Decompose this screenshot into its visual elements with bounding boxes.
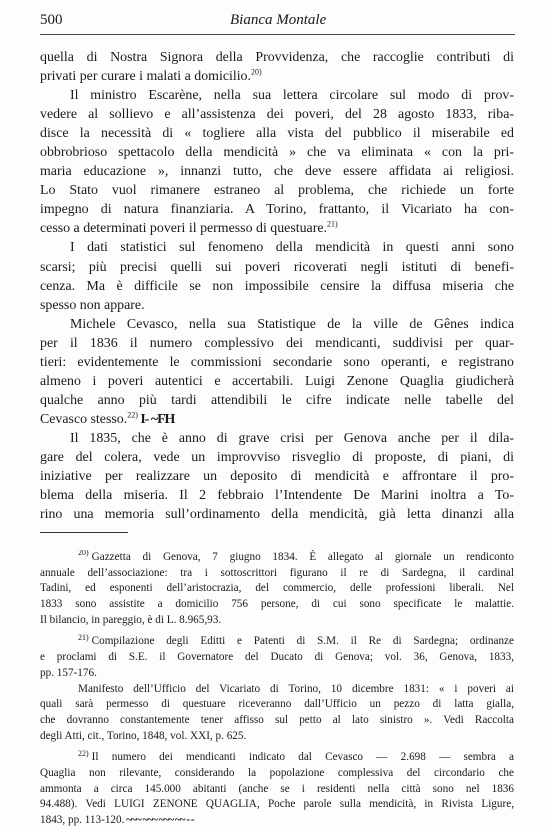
body-line-text: spesso non appare. — [40, 297, 145, 313]
note-line — [40, 597, 514, 613]
note-line — [40, 550, 514, 566]
body-line-text: per il 1836 il numero complessivo dei mendicanti, suddivisi per quar- — [40, 335, 514, 351]
note-line — [40, 697, 514, 713]
body-line-text: privati per curare i malati a domicilio. — [40, 69, 251, 85]
note-line-text: 1843, pp. 113-120. — [40, 814, 125, 826]
body-line-text: Lo Stato vuol rimanere estraneo al problema, che richiede un forte — [40, 183, 514, 199]
note-line-text: 94.488). Vedi LUIGI ZENONE QUAGLIA, Poche parole sulla mendicità, in Rivista Ligure, — [40, 798, 514, 811]
body-line — [40, 296, 514, 315]
page-header — [40, 10, 515, 35]
body-line — [40, 105, 514, 124]
footnote-ref: 20) — [250, 67, 262, 77]
body-line-text: cesso a determinati poveri il permesso di questuare. — [40, 221, 327, 237]
body-line — [40, 124, 514, 143]
note-line-text: Il bilancio, in pareggio, è di L. 8.965,93. — [40, 613, 222, 626]
note-line — [40, 766, 514, 782]
body-line — [40, 486, 514, 505]
footnotes — [40, 550, 514, 829]
note-line-text: pp. 157-176. — [40, 666, 97, 679]
body-line — [40, 429, 514, 448]
note-line-text: Compilazione degli Editti e Patenti di S.M. il Re di Sardegna; ordinanze — [91, 635, 514, 648]
body-line — [40, 391, 514, 410]
note-line — [40, 797, 514, 813]
note-line — [40, 650, 514, 666]
body-line-text: impegno di natura finanziaria. A Torino, frattanto, il Vicariato ha con- — [40, 202, 514, 218]
ink-smudge: I- ~FH — [137, 411, 175, 427]
body-line — [40, 219, 514, 238]
note-line — [40, 581, 514, 597]
body-line-text: Il 1835, che è anno di grave crisi per Genova anche per il dila- — [70, 430, 514, 446]
body-line — [40, 334, 514, 353]
body-line — [40, 277, 514, 296]
body-text — [40, 48, 514, 524]
body-line-text: Cevasco stesso. — [40, 411, 128, 427]
body-line — [40, 410, 514, 429]
note-line-text: Quaglia non rilevante, considerando la popolazione complessiva del circondario che — [40, 766, 514, 779]
body-line-text: scarsi; più precisi quelli sui poveri ricoverati negli istituti di benefi- — [40, 259, 514, 275]
note-line-text: ammonta a circa 145.000 abitanti (anche se i residenti nella città sono nel 1836 — [40, 782, 514, 795]
body-line — [40, 448, 514, 467]
note-line-text: che dovranno constantemente tener affisso sul petto al lato sinistro ». Vedi Raccolta — [40, 713, 514, 726]
body-line — [40, 258, 514, 277]
body-line-text: obbrobrioso spettacolo della mendicità » che va eliminata « con la pri- — [40, 145, 514, 161]
body-line — [40, 315, 514, 334]
footnote-number: 21) — [78, 634, 89, 642]
body-line — [40, 238, 514, 257]
note-line-text: degli Atti, cit., Torino, 1848, vol. XXI, p. 625. — [40, 729, 247, 742]
body-line-text: maria educazione », innanzi tutto, che deve essere affidata ai religiosi. — [40, 164, 514, 180]
body-line-text: iniziative per realizzare un deposito di mendicità e affrontare il pro- — [40, 469, 514, 485]
body-line — [40, 353, 514, 372]
body-line-text: almeno i poveri autentici e accertabili. Luigi Zenone Quaglia giudicherà — [40, 373, 514, 389]
note-line — [40, 750, 514, 766]
body-line — [40, 372, 514, 391]
note-line — [40, 813, 514, 829]
body-line-text: disce la necessità di « togliere alla vista del pubblico il miserabile ed — [40, 126, 514, 142]
body-line-text: cenza. Ma è difficile se non impossibile censire la diffusa miseria che — [40, 278, 514, 294]
body-line-text: Il ministro Escarène, nella sua lettera circolare sul modo di prov- — [70, 88, 514, 104]
body-line — [40, 143, 514, 162]
note-line-text: Gazzetta di Genova, 7 giugno 1834. È allegato al giornale un rendiconto — [91, 551, 514, 563]
note-line — [40, 682, 514, 698]
body-line — [40, 181, 514, 200]
body-line-text: rino una memoria sull’ordinamento della mendicità, già letta dinanzi alla — [40, 507, 514, 523]
body-line-text: blema della miseria. Il 2 febbraio l’Intendente De Marini inoltra a To- — [40, 488, 514, 504]
body-line — [40, 48, 514, 67]
body-line — [40, 86, 514, 105]
footnote-rule — [40, 532, 128, 533]
running-head: Bianca Montale — [230, 12, 327, 28]
note-line-text: Manifesto dell’Ufficio del Vicariato di Torino, 10 dicembre 1831: « i poveri ai — [78, 682, 514, 695]
body-line — [40, 162, 514, 181]
note-line-text: 1833 sono assistite a domicilio 756 persone, di cui sono specificate le malattie. — [40, 598, 514, 611]
note-line-text: Tadini, ed esponenti dell’aristocrazia, del commercio, delle professioni liberali. Nel — [40, 582, 514, 595]
note-line — [40, 613, 514, 629]
note-line-text: e proclami di S.E. il Governatore del Ducato di Genova; vol. 36, Genova, 1833, — [40, 651, 514, 664]
page-number: 500 — [40, 12, 63, 28]
note-line-text: quali sarà permesso di questuare riceveranno dall’Ufficio un pezzo di latta gialla, — [40, 698, 514, 711]
body-line-text: vedere al sollievo e all’assistenza dei poveri, del 28 agosto 1833, riba- — [40, 107, 514, 123]
note-line — [40, 566, 514, 582]
note-line — [40, 729, 514, 745]
body-line — [40, 467, 514, 486]
note-line-text: Il numero dei mendicanti indicato dal Cevasco — 2.698 — sembra a — [91, 751, 514, 764]
note-line-text: annuale dell’associazione: tra i sottoscrittori figurano il re di Sardegna, il cardinal — [40, 566, 514, 579]
body-line — [40, 67, 514, 86]
body-line-text: gare del colera, vede un improvviso risveglio di proposte, di piani, di — [40, 449, 514, 465]
ink-smudge: ~~~ ~~~ ~~~ ~~ - - — [124, 814, 194, 826]
body-line-text: qualche anno più tardi attendibili le cifre indicate nelle tabelle del — [40, 392, 514, 408]
footnote-ref: 22) — [127, 410, 138, 420]
body-line-text: Michele Cevasco, nella sua Statistique de la ville de Gênes indica — [70, 316, 514, 332]
body-line-text: I dati statistici sul fenomeno della mendicità in questi anni sono — [70, 240, 514, 256]
body-line-text: tieri: evidentemente le commissioni secondarie sono operanti, e registrano — [40, 354, 514, 370]
note-line — [40, 634, 514, 650]
note-line — [40, 782, 514, 798]
note-line — [40, 666, 514, 682]
note-line — [40, 713, 514, 729]
body-line-text: quella di Nostra Signora della Provvidenza, che raccoglie contributi di — [40, 50, 514, 65]
body-line — [40, 505, 514, 524]
footnote-number: 22) — [78, 750, 89, 758]
footnote-number: 20) — [78, 550, 89, 558]
body-line — [40, 200, 514, 219]
footnote-ref: 21) — [326, 219, 338, 229]
